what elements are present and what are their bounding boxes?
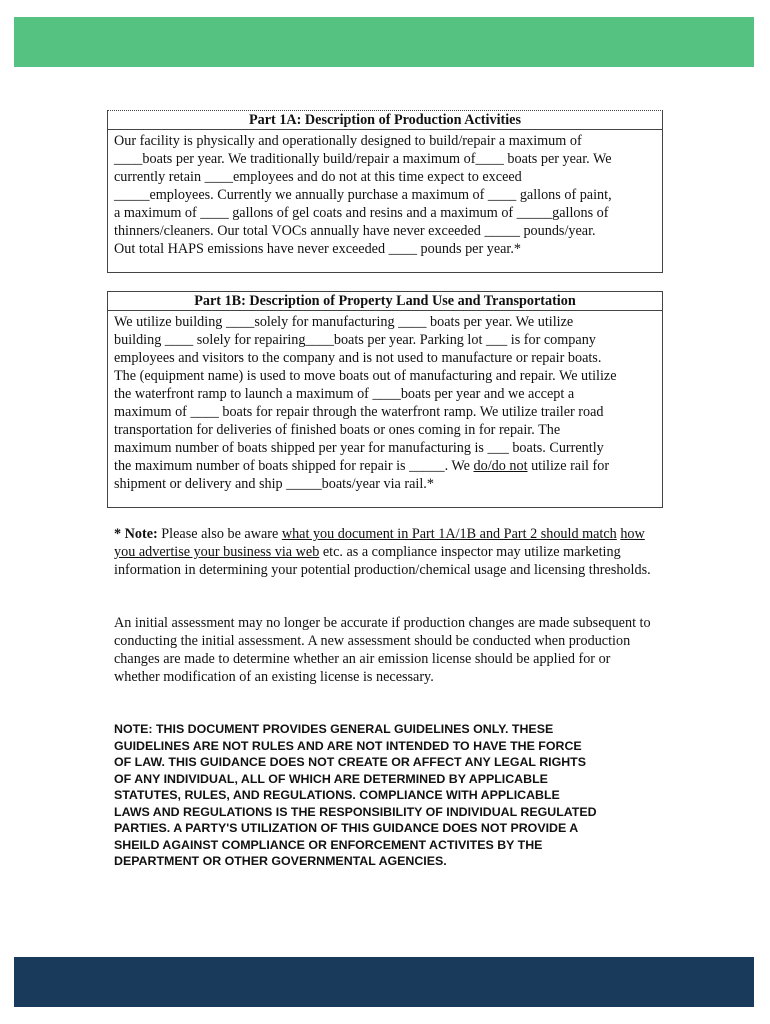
part-1b-line-9-end: utilize rail for bbox=[527, 458, 610, 474]
part-1a-body bbox=[108, 130, 662, 258]
note-underlined-1: what you document in Part 1A/1B and Part 2 should match bbox=[281, 526, 617, 542]
note-label: * Note: bbox=[114, 526, 158, 542]
part-1a-line: ____boats per year. We traditionally build/repair a maximum of____ boats per year. We bbox=[114, 151, 612, 167]
note-text-start: Please also be aware bbox=[157, 526, 282, 542]
note-underlined-2: how you advertise your business via web bbox=[114, 526, 645, 560]
disclaimer-line: NOTE: THIS DOCUMENT PROVIDES GENERAL GUIDELINES ONLY. THESE bbox=[114, 722, 554, 736]
part-1a-box bbox=[107, 110, 663, 273]
note-text-end: etc. as a compliance inspector may utilize marketing information in determining your potential production/chemical usage and licensing thresholds. bbox=[114, 544, 651, 578]
disclaimer-line: STATUTES, RULES, AND REGULATIONS. COMPLIANCE WITH APPLICABLE bbox=[114, 788, 560, 802]
part-1b-line: employees and visitors to the company and is not used to manufacture or repair boats. bbox=[114, 350, 602, 366]
disclaimer-block bbox=[114, 721, 659, 870]
disclaimer-line: OF LAW. THIS GUIDANCE DOES NOT CREATE OR AFFECT ANY LEGAL RIGHTS bbox=[114, 755, 587, 769]
disclaimer-line: LAWS AND REGULATIONS IS THE RESPONSIBILITY OF INDIVIDUAL REGULATED bbox=[114, 804, 597, 819]
footer-bar bbox=[14, 957, 754, 1007]
part-1a-line: thinners/cleaners. Our total VOCs annually have never exceeded _____ pounds/year. bbox=[114, 223, 596, 239]
disclaimer-line: GUIDELINES ARE NOT RULES AND ARE NOT INTENDED TO HAVE THE FORCE bbox=[114, 738, 582, 753]
header-bar bbox=[14, 17, 754, 67]
part-1b-body bbox=[108, 311, 662, 493]
part-1b-line: shipment or delivery and ship _____boats/year via rail.* bbox=[114, 476, 434, 492]
part-1b-line: The (equipment name) is used to move boats out of manufacturing and repair. We utilize bbox=[114, 368, 617, 384]
part-1a-line: _____employees. Currently we annually purchase a maximum of ____ gallons of paint, bbox=[114, 187, 612, 203]
part-1a-line: currently retain ____employees and do not at this time expect to exceed bbox=[114, 169, 522, 185]
part-1a-line: a maximum of ____ gallons of gel coats and resins and a maximum of _____gallons of bbox=[114, 205, 609, 221]
part-1a-title: Part 1A: Description of Production Activities bbox=[107, 111, 663, 130]
part-1b-title: Part 1B: Description of Property Land Use and Transportation bbox=[107, 292, 663, 311]
part-1b-line: maximum of ____ boats for repair through the waterfront ramp. We utilize trailer road bbox=[114, 404, 604, 420]
assessment-paragraph: An initial assessment may no longer be accurate if production changes are made subsequent to conducting the initial assessment. A new assessment should be conducted when production changes are made to determine whether an air emission license should be applied for or whether modification of an existing license is necessary. bbox=[114, 615, 651, 685]
part-1b-box bbox=[107, 291, 663, 508]
part-1b-line: We utilize building ____solely for manufacturing ____ boats per year. We utilize bbox=[114, 314, 574, 330]
part-1b-line: the waterfront ramp to launch a maximum of ____boats per year and we accept a bbox=[114, 386, 575, 402]
disclaimer-line: SHEILD AGAINST COMPLIANCE OR ENFORCEMENT ACTIVITES BY THE bbox=[114, 837, 543, 852]
part-1b-line: transportation for deliveries of finished boats or ones coming in for repair. The bbox=[114, 422, 561, 438]
part-1a-line: Out total HAPS emissions have never exceeded ____ pounds per year.* bbox=[114, 241, 522, 257]
part-1b-line-9-start: the maximum number of boats shipped for repair is _____. We bbox=[114, 458, 474, 474]
part-1a-line: Our facility is physically and operationally designed to build/repair a maximum of bbox=[114, 133, 582, 149]
part-1b-line: building ____ solely for repairing____boats per year. Parking lot ___ is for company bbox=[114, 332, 596, 348]
disclaimer-line: PARTIES. A PARTY'S UTILIZATION OF THIS GUIDANCE DOES NOT PROVIDE A bbox=[114, 821, 579, 835]
do-do-not-option: do/do not bbox=[473, 458, 528, 474]
part-1b-line: maximum number of boats shipped per year for manufacturing is ___ boats. Currently bbox=[114, 440, 604, 456]
note-paragraph bbox=[114, 525, 659, 579]
disclaimer-line: DEPARTMENT OR OTHER GOVERNMENTAL AGENCIES. bbox=[114, 854, 447, 868]
part-1b-line bbox=[114, 457, 656, 475]
disclaimer-line: OF ANY INDIVIDUAL, ALL OF WHICH ARE DETERMINED BY APPLICABLE bbox=[114, 771, 548, 786]
